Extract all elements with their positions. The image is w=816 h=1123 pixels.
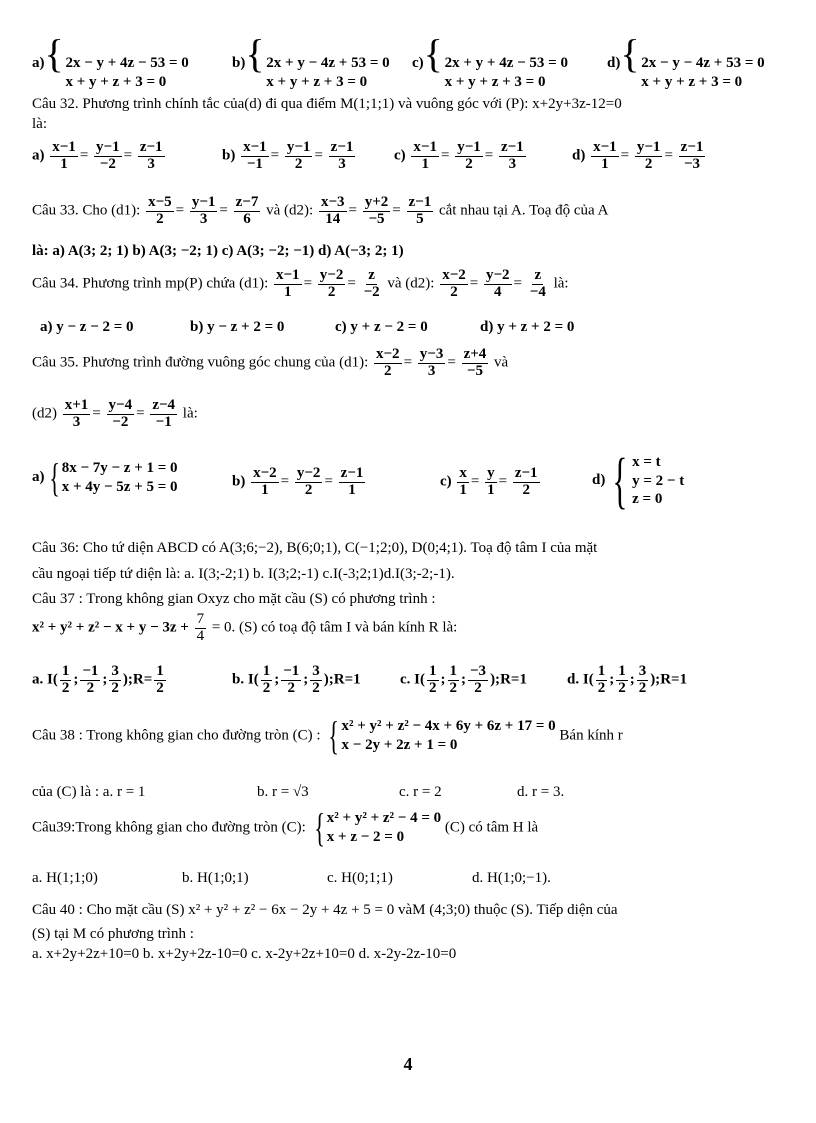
q34-line1: Câu 34. Phương trình mp(P) chứa (d1): $\frac{x-1}{1}$ = $\frac{y-2}{2}$ = $\frac{z}{-2}$ và (d2): $\frac{x-2}{2}$ = $\frac{y-2}{4}$ = $\frac{z}{-4}$ là: <box>32 267 569 300</box>
q37-option-c: c. I( $\frac{1}{2}$ ; $\frac{1}{2}$ ; $\frac{-3}{2}$ );R=1 <box>400 663 527 696</box>
q32-option-a: a) $\frac{x-1}{1}$ = $\frac{y-1}{-2}$ = $\frac{z-1}{3}$ <box>32 139 163 172</box>
q40-line2: (S) tại M có phương trình : <box>32 926 194 942</box>
q35-option-a: a) { 8x − 7y − z + 1 = 0 x + 4y − 5z + 5 = 0 <box>32 455 178 500</box>
q34-option-d: d) y + z + 2 = 0 <box>480 319 575 335</box>
q39-option-d: d. H(1;0;−1). <box>472 870 551 886</box>
q32-option-c: c) $\frac{x-1}{1}$ = $\frac{y-1}{2}$ = $\frac{z-1}{3}$ <box>394 139 524 172</box>
q32-text2: là: <box>32 116 47 132</box>
q37-line1: Câu 37 : Trong không gian Oxyz cho mặt cầu (S) có phương trình : <box>32 591 436 607</box>
q38-option-b: b. r = √3 <box>257 784 309 800</box>
q37-option-b: b. I( $\frac{1}{2}$ ; $\frac{-1}{2}$ ; $\frac{3}{2}$ );R=1 <box>232 663 361 696</box>
q34-option-a: a) y − z − 2 = 0 <box>40 319 134 335</box>
q35-options <box>32 447 802 530</box>
q32-option-b: b) $\frac{x-1}{-1}$ = $\frac{y-1}{2}$ = $\frac{z-1}{3}$ <box>222 139 354 172</box>
q34-option-b: b) y − z + 2 = 0 <box>190 319 285 335</box>
q34-option-c: c) y + z − 2 = 0 <box>335 319 428 335</box>
q35-option-d: d) { x = t y = 2 − t z = 0 <box>592 447 685 515</box>
q39-options <box>32 870 802 890</box>
q37-option-a: a. I( $\frac{1}{2}$ ; $\frac{-1}{2}$ ; $\frac{3}{2}$ );R= $\frac{1}{2}$ <box>32 663 164 696</box>
page-number: 4 <box>403 1054 413 1074</box>
q31-option-b: b){ 2x + y − 4z + 53 = 0 x + y + z + 3 = 0 <box>232 31 390 90</box>
q31-option-d: d){ 2x − y − 4z + 53 = 0 x + y + z + 3 = 0 <box>607 31 765 90</box>
q36-line1: Câu 36: Cho tứ diện ABCD có A(3;6;−2), B(6;0;1), C(−1;2;0), D(0;4;1). Toạ độ tâm I của mặt <box>32 540 598 556</box>
q39-option-c: c. H(0;1;1) <box>327 870 393 886</box>
q32-option-d: d) $\frac{x-1}{1}$ = $\frac{y-1}{2}$ = $\frac{z-1}{-3}$ <box>572 139 704 172</box>
q35-option-c: c) $\frac{x}{1}$ = $\frac{y}{1}$ = $\frac{z-1}{2}$ <box>440 465 538 498</box>
q38-option-a: của (C) là : a. r = 1 <box>32 784 146 800</box>
q35-line1: Câu 35. Phương trình đường vuông góc chung của (d1): $\frac{x-2}{2}$ = $\frac{y-3}{3}$ = $\frac{z+4}{-5}$ và <box>32 346 509 379</box>
q33-line1: Câu 33. Cho (d1): $\frac{x-5}{2}$ = $\frac{y-1}{3}$ = $\frac{z-7}{6}$ và (d2): $\frac{x-3}{14}$ = $\frac{y+2}{-5}$ = $\frac{z-1}{5}$ cắt nhau tại A. Toạ độ của A <box>32 194 609 227</box>
q38-line2 <box>32 784 802 804</box>
q37-equation: x² + y² + z² − x + y − 3z + $\frac{7}{4}$ = 0. (S) có toạ độ tâm I và bán kính R là: <box>32 611 458 644</box>
q34-options <box>40 319 800 339</box>
q31-option-a: a){ 2x − y + 4z − 53 = 0 x + y + z + 3 = 0 <box>32 31 189 90</box>
q38-option-c: c. r = 2 <box>399 784 442 800</box>
q37-options <box>32 664 802 714</box>
q33-line2: là: a) A(3; 2; 1) b) A(3; −2; 1) c) A(3; −2; −1) d) A(−3; 2; 1) <box>32 243 404 259</box>
q40-line1: Câu 40 : Cho mặt cầu (S) x² + y² + z² − 6x − 2y + 4z + 5 = 0 vàM (4;3;0) thuộc (S). Tiếp diện của <box>32 902 618 918</box>
q36-line2: cầu ngoại tiếp tứ diện là: a. I(3;-2;1) b. I(3;2;-1) c.I(-3;2;1)d.I(3;-2;-1). <box>32 566 455 582</box>
q35-line2: (d2) $\frac{x+1}{3}$ = $\frac{y-4}{-2}$ = $\frac{z-4}{-1}$ là: <box>32 397 198 430</box>
q37-option-d: d. I( $\frac{1}{2}$ ; $\frac{1}{2}$ ; $\frac{3}{2}$ );R=1 <box>567 663 688 696</box>
q39-line1: Câu39:Trong không gian cho đường tròn (C): { x² + y² + z² − 4 = 0 x + z − 2 = 0 (C) có tâm H là <box>32 805 539 850</box>
q39-option-b: b. H(1;0;1) <box>182 870 249 886</box>
q40-line3: a. x+2y+2z+10=0 b. x+2y+2z-10=0 c. x-2y+2z+10=0 d. x-2y-2z-10=0 <box>32 946 457 962</box>
q39-option-a: a. H(1;1;0) <box>32 870 98 886</box>
q31-option-c: c){ 2x + y + 4z − 53 = 0 x + y + z + 3 = 0 <box>412 31 568 90</box>
q32-text: Câu 32. Phương trình chính tắc của(d) đi qua điểm M(1;1;1) và vuông góc với (P): x+2y+3z-12=0 <box>32 96 622 112</box>
q38-option-d: d. r = 3. <box>517 784 565 800</box>
q38-line1: Câu 38 : Trong không gian cho đường tròn (C) : { x² + y² + z² − 4x + 6y + 6z + 17 = 0 x − 2y + 2z + 1 = 0 Bán kính r <box>32 713 623 758</box>
q35-option-b: b) $\frac{x-2}{1}$ = $\frac{y-2}{2}$ = $\frac{z-1}{1}$ <box>232 465 364 498</box>
q32-options <box>32 140 792 188</box>
